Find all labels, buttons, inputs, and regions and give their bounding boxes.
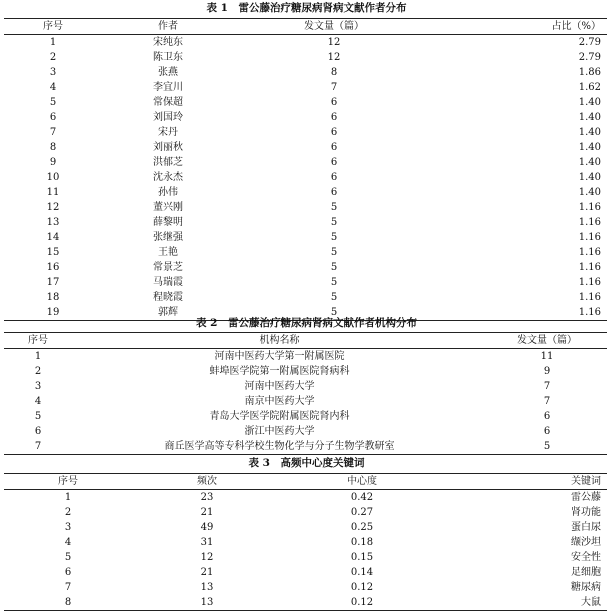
table-row bbox=[4, 230, 607, 245]
table-cell: 9 bbox=[543, 366, 551, 377]
table-row bbox=[4, 200, 607, 215]
table-cell: 1.40 bbox=[578, 157, 601, 168]
table-row bbox=[4, 394, 607, 409]
table-row bbox=[4, 140, 607, 155]
table-cell: 12 bbox=[327, 37, 341, 48]
table-header-row bbox=[4, 19, 607, 35]
table-cell: 13 bbox=[200, 582, 214, 593]
table-cell: 浙江中医药大学 bbox=[244, 426, 315, 437]
table-row bbox=[4, 185, 607, 200]
table-cell: 1.40 bbox=[578, 112, 601, 123]
table-cell: 8 bbox=[4, 595, 132, 611]
table-cell: 陈卫东 bbox=[153, 52, 183, 63]
table-cell: 0.18 bbox=[350, 537, 374, 548]
table-cell: 0.15 bbox=[350, 552, 374, 563]
table-cell: 6 bbox=[330, 112, 338, 123]
table-cell: 11 bbox=[540, 351, 554, 362]
table-cell: 9 bbox=[49, 157, 57, 168]
table-cell: 7 bbox=[543, 396, 551, 407]
table-cell: 1.40 bbox=[578, 172, 601, 183]
table-row bbox=[4, 505, 607, 520]
table-cell: 7 bbox=[49, 127, 57, 138]
table-row bbox=[4, 65, 607, 80]
table-cell: 4 bbox=[34, 396, 42, 407]
table-cell: 13 bbox=[46, 217, 60, 228]
table-cell: 6 bbox=[64, 567, 72, 578]
table-cell: 肾功能 bbox=[571, 507, 601, 518]
table-cell: 商丘医学高等专科学校生物化学与分子生物学教研室 bbox=[72, 439, 487, 455]
table-cell: 沈永杰 bbox=[153, 172, 183, 183]
table-cell: 6 bbox=[330, 127, 338, 138]
table-cell: 7 bbox=[4, 439, 72, 455]
table-row bbox=[4, 80, 607, 95]
table-row bbox=[4, 379, 607, 394]
table-row bbox=[4, 95, 607, 110]
table-cell: 1.16 bbox=[578, 262, 601, 273]
table-cell: 21 bbox=[200, 507, 214, 518]
table-cell: 0.42 bbox=[350, 492, 374, 503]
table-cell: 4 bbox=[64, 537, 72, 548]
table-cell: 5 bbox=[330, 217, 338, 228]
table-cell: 蛋白尿 bbox=[571, 522, 601, 533]
table-cell: 8 bbox=[49, 142, 57, 153]
column-header: 发文量（篇） bbox=[234, 19, 434, 35]
table-cell: 南京中医药大学 bbox=[244, 396, 315, 407]
table1-caption: 表 1 雷公藤治疗糖尿病肾病文献作者分布 bbox=[206, 2, 407, 14]
table-cell: 2 bbox=[34, 366, 42, 377]
table-cell: 17 bbox=[46, 277, 60, 288]
table-cell: 孙伟 bbox=[158, 187, 178, 198]
table-cell: 1.16 bbox=[434, 305, 607, 321]
table-row bbox=[4, 439, 607, 455]
table2-caption: 表 2 雷公藤治疗糖尿病肾病文献作者机构分布 bbox=[196, 317, 417, 329]
table-row bbox=[4, 215, 607, 230]
table-row bbox=[4, 245, 607, 260]
table-cell: 21 bbox=[200, 567, 214, 578]
table-cell: 6 bbox=[330, 157, 338, 168]
table-cell: 6 bbox=[330, 187, 338, 198]
table-cell: 王艳 bbox=[158, 247, 178, 258]
table3-caption: 表 3 高频中心度关键词 bbox=[248, 457, 365, 469]
table-cell: 马瑞霞 bbox=[153, 277, 183, 288]
table-cell: 14 bbox=[46, 232, 60, 243]
table-cell: 1.40 bbox=[578, 187, 601, 198]
table-cell: 1.16 bbox=[578, 232, 601, 243]
table-cell: 6 bbox=[34, 426, 42, 437]
table-cell: 大鼠 bbox=[442, 595, 607, 611]
table-cell: 青岛大学医学院附属医院肾内科 bbox=[209, 411, 350, 422]
table-row bbox=[4, 535, 607, 550]
table-row bbox=[4, 35, 607, 51]
table-cell: 5 bbox=[330, 292, 338, 303]
table-cell: 6 bbox=[543, 426, 551, 437]
table-cell: 16 bbox=[46, 262, 60, 273]
table-cell: 刘丽秋 bbox=[153, 142, 183, 153]
table-cell: 足细胞 bbox=[571, 567, 601, 578]
table-row bbox=[4, 170, 607, 185]
table-cell: 7 bbox=[64, 582, 72, 593]
table-cell: 5 bbox=[330, 202, 338, 213]
table-row bbox=[4, 290, 607, 305]
table-cell: 6 bbox=[330, 142, 338, 153]
table-cell: 薛黎明 bbox=[153, 217, 183, 228]
column-header: 序号 bbox=[4, 19, 102, 35]
table-cell: 糖尿病 bbox=[571, 582, 601, 593]
table-cell: 0.12 bbox=[350, 582, 374, 593]
table-row bbox=[4, 155, 607, 170]
table-cell: 12 bbox=[327, 52, 341, 63]
table-cell: 程晓霞 bbox=[153, 292, 183, 303]
table-cell: 1.16 bbox=[578, 247, 601, 258]
table-cell: 刘国玲 bbox=[153, 112, 183, 123]
table-cell: 15 bbox=[46, 247, 60, 258]
table-cell: 洪郁芝 bbox=[153, 157, 183, 168]
table-cell: 董兴刚 bbox=[153, 202, 183, 213]
table-row bbox=[4, 490, 607, 506]
column-header: 机构名称 bbox=[72, 333, 487, 349]
table-cell: 13 bbox=[132, 595, 282, 611]
table-cell: 3 bbox=[64, 522, 72, 533]
table-cell: 1.16 bbox=[578, 277, 601, 288]
table-cell: 5 bbox=[330, 262, 338, 273]
table-cell: 河南中医药大学第一附属医院 bbox=[214, 351, 345, 362]
author-distribution-table bbox=[4, 18, 607, 321]
table-cell: 5 bbox=[49, 97, 57, 108]
table-row bbox=[4, 364, 607, 379]
table-cell: 宋丹 bbox=[158, 127, 178, 138]
table-cell: 5 bbox=[487, 439, 607, 455]
table-cell: 2.79 bbox=[578, 37, 601, 48]
table-header-row bbox=[4, 474, 607, 490]
table-cell: 12 bbox=[200, 552, 214, 563]
table-cell: 1.16 bbox=[578, 202, 601, 213]
table-cell: 6 bbox=[543, 411, 551, 422]
table-cell: 8 bbox=[330, 67, 338, 78]
table-cell: 河南中医药大学 bbox=[244, 381, 315, 392]
table-cell: 0.27 bbox=[350, 507, 374, 518]
table-cell: 19 bbox=[4, 305, 102, 321]
column-header: 占比（%） bbox=[434, 19, 607, 35]
table-cell: 4 bbox=[49, 82, 57, 93]
table-cell: 7 bbox=[330, 82, 338, 93]
table-row bbox=[4, 110, 607, 125]
table-cell: 张燕 bbox=[158, 67, 178, 78]
table-row bbox=[4, 520, 607, 535]
table-cell: 3 bbox=[49, 67, 57, 78]
table-cell: 1.16 bbox=[578, 292, 601, 303]
table-row bbox=[4, 565, 607, 580]
table-cell: 6 bbox=[330, 172, 338, 183]
table-cell: 49 bbox=[200, 522, 214, 533]
column-header: 序号 bbox=[4, 333, 72, 349]
table-cell: 李宜川 bbox=[153, 82, 183, 93]
table-cell: 郭辉 bbox=[102, 305, 234, 321]
table-row bbox=[4, 580, 607, 595]
table-row bbox=[4, 409, 607, 424]
table-cell: 2 bbox=[64, 507, 72, 518]
table-cell: 常保超 bbox=[153, 97, 183, 108]
table-cell: 2.79 bbox=[578, 52, 601, 63]
table-row bbox=[4, 275, 607, 290]
column-header: 关键词 bbox=[442, 474, 607, 490]
table-cell: 5 bbox=[330, 277, 338, 288]
table-cell: 1.86 bbox=[578, 67, 601, 78]
table-header-row bbox=[4, 333, 607, 349]
table-cell: 缬沙坦 bbox=[571, 537, 601, 548]
keyword-centrality-table bbox=[4, 473, 607, 611]
table-cell: 31 bbox=[200, 537, 214, 548]
table-cell: 0.14 bbox=[350, 567, 374, 578]
table-cell: 常景芝 bbox=[153, 262, 183, 273]
table-cell: 5 bbox=[34, 411, 42, 422]
column-header: 发文量（篇） bbox=[487, 333, 607, 349]
table-cell: 3 bbox=[34, 381, 42, 392]
table-cell: 5 bbox=[64, 552, 72, 563]
table-cell: 6 bbox=[330, 97, 338, 108]
table-row bbox=[4, 424, 607, 439]
table-cell: 1 bbox=[49, 37, 57, 48]
table-cell: 1.62 bbox=[578, 82, 601, 93]
column-header: 作者 bbox=[102, 19, 234, 35]
table-cell: 6 bbox=[49, 112, 57, 123]
table-cell: 1 bbox=[34, 351, 42, 362]
table-row bbox=[4, 125, 607, 140]
table-cell: 2 bbox=[49, 52, 57, 63]
table-cell: 10 bbox=[46, 172, 60, 183]
table-cell: 1.40 bbox=[578, 127, 601, 138]
table-cell: 安全性 bbox=[571, 552, 601, 563]
table-cell: 雷公藤 bbox=[571, 492, 601, 503]
column-header: 频次 bbox=[132, 474, 282, 490]
table-cell: 1.40 bbox=[578, 97, 601, 108]
column-header: 中心度 bbox=[282, 474, 442, 490]
table-cell: 1.40 bbox=[578, 142, 601, 153]
table-row bbox=[4, 550, 607, 565]
table-row bbox=[4, 260, 607, 275]
table-cell: 11 bbox=[46, 187, 60, 198]
table-cell: 0.12 bbox=[282, 595, 442, 611]
table-cell: 7 bbox=[543, 381, 551, 392]
table-row bbox=[4, 349, 607, 365]
table-cell: 1.16 bbox=[578, 217, 601, 228]
table-cell: 5 bbox=[330, 232, 338, 243]
table-cell: 蚌埠医学院第一附属医院肾病科 bbox=[209, 366, 350, 377]
table-cell: 5 bbox=[234, 305, 434, 321]
table-cell: 5 bbox=[330, 247, 338, 258]
column-header: 序号 bbox=[4, 474, 132, 490]
table-cell: 0.25 bbox=[350, 522, 374, 533]
table-row bbox=[4, 50, 607, 65]
table-cell: 张继强 bbox=[153, 232, 183, 243]
institution-distribution-table bbox=[4, 332, 607, 455]
table-cell: 23 bbox=[200, 492, 214, 503]
table-cell: 18 bbox=[46, 292, 60, 303]
table-row bbox=[4, 595, 607, 611]
table-cell: 宋纯东 bbox=[153, 37, 183, 48]
table-cell: 1 bbox=[64, 492, 72, 503]
table-cell: 12 bbox=[46, 202, 60, 213]
